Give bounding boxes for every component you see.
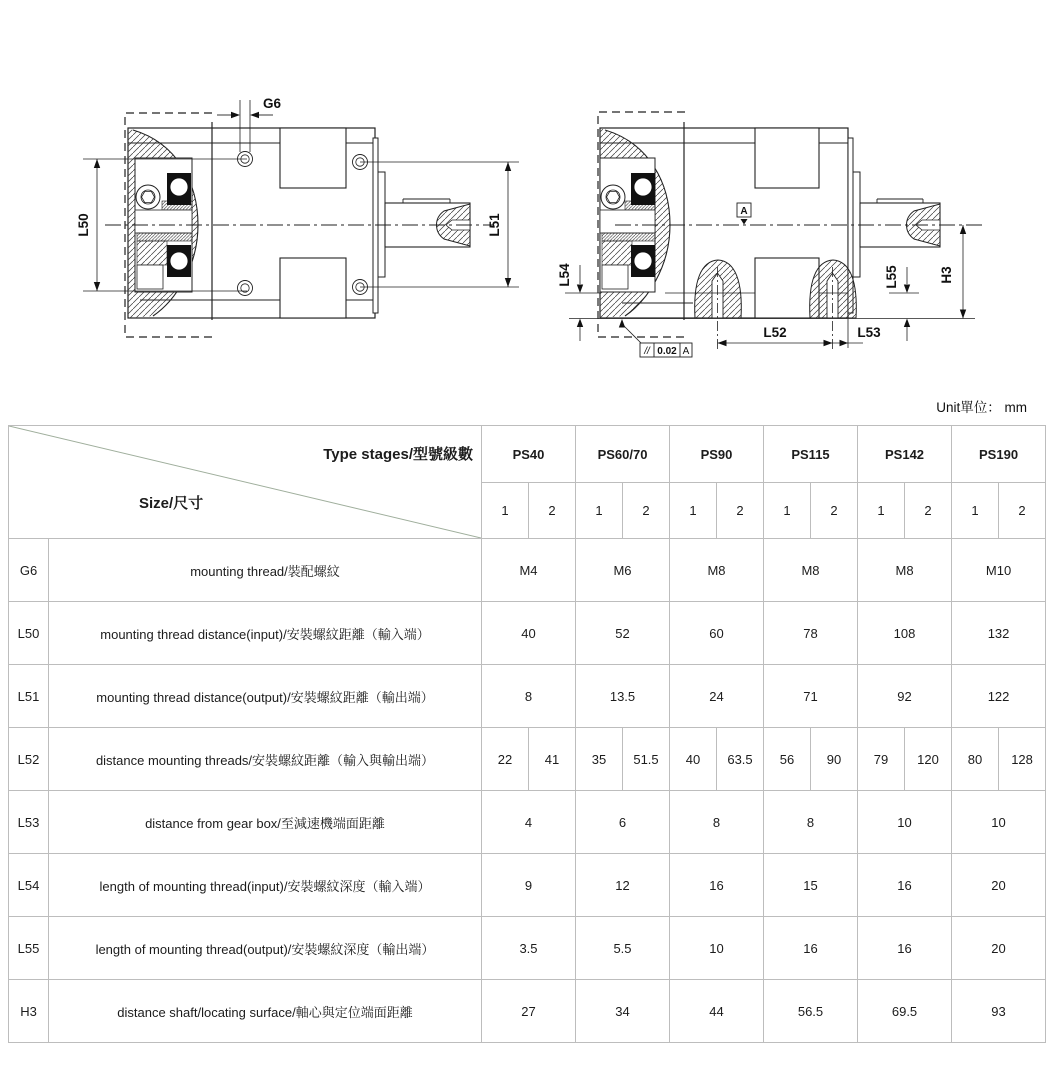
row-description: mounting thread distance(output)/安裝螺紋距離（輸出端） (49, 665, 482, 728)
lower-mount-block (280, 258, 346, 318)
cell-value: 34 (576, 980, 670, 1043)
cell-value: 5.5 (576, 917, 670, 980)
cell-value: 56 (764, 728, 811, 791)
table-row-l51 (9, 665, 1046, 728)
cell-value: M8 (764, 539, 858, 602)
stage-header: 1 (576, 483, 623, 539)
upper-mount-block (755, 128, 819, 188)
dim-label-g6: G6 (263, 96, 282, 111)
dim-label-l53: L53 (857, 325, 881, 340)
cell-value: 24 (670, 665, 764, 728)
cell-value: 92 (858, 665, 952, 728)
table-row-l53 (9, 791, 1046, 854)
table-header-types (9, 426, 1046, 483)
tolerance-value: 0.02 (657, 346, 677, 357)
cell-value: 16 (764, 917, 858, 980)
stage-header: 2 (529, 483, 576, 539)
cell-value: 44 (670, 980, 764, 1043)
table-row-l54 (9, 854, 1046, 917)
cell-value: 9 (482, 854, 576, 917)
row-description: length of mounting thread(output)/安裝螺紋深度（輸出端） (49, 917, 482, 980)
cell-value: 16 (858, 854, 952, 917)
cell-value: M8 (670, 539, 764, 602)
stage-header: 2 (717, 483, 764, 539)
row-code: L54 (9, 854, 49, 917)
left-technical-drawing (55, 75, 535, 375)
cell-value: 22 (482, 728, 529, 791)
row-code: L52 (9, 728, 49, 791)
cell-value: 15 (764, 854, 858, 917)
cell-value: 35 (576, 728, 623, 791)
cell-value: 10 (670, 917, 764, 980)
tolerance-symbol: // (644, 346, 650, 357)
cell-value: M6 (576, 539, 670, 602)
stage-header: 1 (858, 483, 905, 539)
column-header-ps90: PS90 (670, 426, 764, 483)
header-size-label: Size/尺寸 (139, 495, 204, 512)
cell-value: 12 (576, 854, 670, 917)
row-description: distance mounting threads/安裝螺紋距離（輸入與輸出端） (49, 728, 482, 791)
stage-header: 1 (952, 483, 999, 539)
dim-label-l54: L54 (557, 263, 572, 287)
cell-value: 69.5 (858, 980, 952, 1043)
cell-value: 120 (905, 728, 952, 791)
stage-header: 2 (811, 483, 858, 539)
row-code: L53 (9, 791, 49, 854)
table-row-g6 (9, 539, 1046, 602)
cell-value: M8 (858, 539, 952, 602)
datum-a-label: A (740, 206, 748, 217)
tolerance-datum: A (682, 346, 690, 357)
dim-label-l55: L55 (884, 265, 899, 289)
row-description: length of mounting thread(input)/安裝螺紋深度（輸入端） (49, 854, 482, 917)
cell-value: 79 (858, 728, 905, 791)
dim-label-l50: L50 (76, 213, 91, 237)
cell-value: 60 (670, 602, 764, 665)
table-corner-cell (9, 426, 482, 539)
cell-value: 93 (952, 980, 1046, 1043)
row-description: mounting thread distance(input)/安裝螺紋距離（輸入端） (49, 602, 482, 665)
row-description: mounting thread/裝配螺紋 (49, 539, 482, 602)
cell-value: 40 (670, 728, 717, 791)
dimension-l53 (833, 319, 882, 348)
dim-label-l52: L52 (763, 325, 787, 340)
cell-value: 8 (764, 791, 858, 854)
cell-value: M4 (482, 539, 576, 602)
tolerance-frame (619, 319, 692, 357)
cell-value: 13.5 (576, 665, 670, 728)
cell-value: 8 (482, 665, 576, 728)
cell-value: 132 (952, 602, 1046, 665)
cell-value: 20 (952, 854, 1046, 917)
cell-value: 71 (764, 665, 858, 728)
stage-header: 2 (905, 483, 952, 539)
table-row-l52 (9, 728, 1046, 791)
cell-value: 122 (952, 665, 1046, 728)
dimension-l52 (718, 325, 833, 346)
row-code: L51 (9, 665, 49, 728)
row-code: L50 (9, 602, 49, 665)
column-header-ps40: PS40 (482, 426, 576, 483)
cell-value: M10 (952, 539, 1046, 602)
cell-value: 128 (999, 728, 1046, 791)
dim-label-h3: H3 (939, 266, 954, 284)
cell-value: 16 (670, 854, 764, 917)
dimension-h3 (939, 225, 966, 319)
row-code: L55 (9, 917, 49, 980)
column-header-ps6070: PS60/70 (576, 426, 670, 483)
row-code: H3 (9, 980, 49, 1043)
cell-value: 41 (529, 728, 576, 791)
upper-mount-block (280, 128, 346, 188)
right-technical-drawing (555, 75, 1049, 385)
cell-value: 8 (670, 791, 764, 854)
cell-value: 52 (576, 602, 670, 665)
cell-value: 10 (952, 791, 1046, 854)
cell-value: 40 (482, 602, 576, 665)
row-description: distance shaft/locating surface/軸心與定位端面距離 (49, 980, 482, 1043)
cell-value: 108 (858, 602, 952, 665)
stage-header: 1 (670, 483, 717, 539)
stage-header: 2 (999, 483, 1046, 539)
stage-header: 1 (764, 483, 811, 539)
unit-note: Unit單位： mm (936, 400, 1027, 415)
column-header-ps142: PS142 (858, 426, 952, 483)
column-header-ps115: PS115 (764, 426, 858, 483)
row-description: distance from gear box/至減速機端面距離 (49, 791, 482, 854)
stage-header: 1 (482, 483, 529, 539)
column-header-ps190: PS190 (952, 426, 1046, 483)
cell-value: 80 (952, 728, 999, 791)
cell-value: 20 (952, 917, 1046, 980)
cell-value: 56.5 (764, 980, 858, 1043)
stage-header: 2 (623, 483, 670, 539)
cell-value: 4 (482, 791, 576, 854)
cell-value: 63.5 (717, 728, 764, 791)
cell-value: 16 (858, 917, 952, 980)
dim-label-l51: L51 (487, 213, 502, 237)
cell-value: 90 (811, 728, 858, 791)
spec-table (8, 425, 1046, 1043)
table-row-h3 (9, 980, 1046, 1043)
cell-value: 51.5 (623, 728, 670, 791)
cell-value: 3.5 (482, 917, 576, 980)
cell-value: 6 (576, 791, 670, 854)
cell-value: 10 (858, 791, 952, 854)
row-code: G6 (9, 539, 49, 602)
cell-value: 78 (764, 602, 858, 665)
table-row-l55 (9, 917, 1046, 980)
header-type-stages-label: Type stages/型號級數 (323, 446, 473, 463)
cell-value: 27 (482, 980, 576, 1043)
dimension-l55 (884, 265, 919, 341)
dimension-l54 (557, 263, 600, 341)
table-row-l50 (9, 602, 1046, 665)
